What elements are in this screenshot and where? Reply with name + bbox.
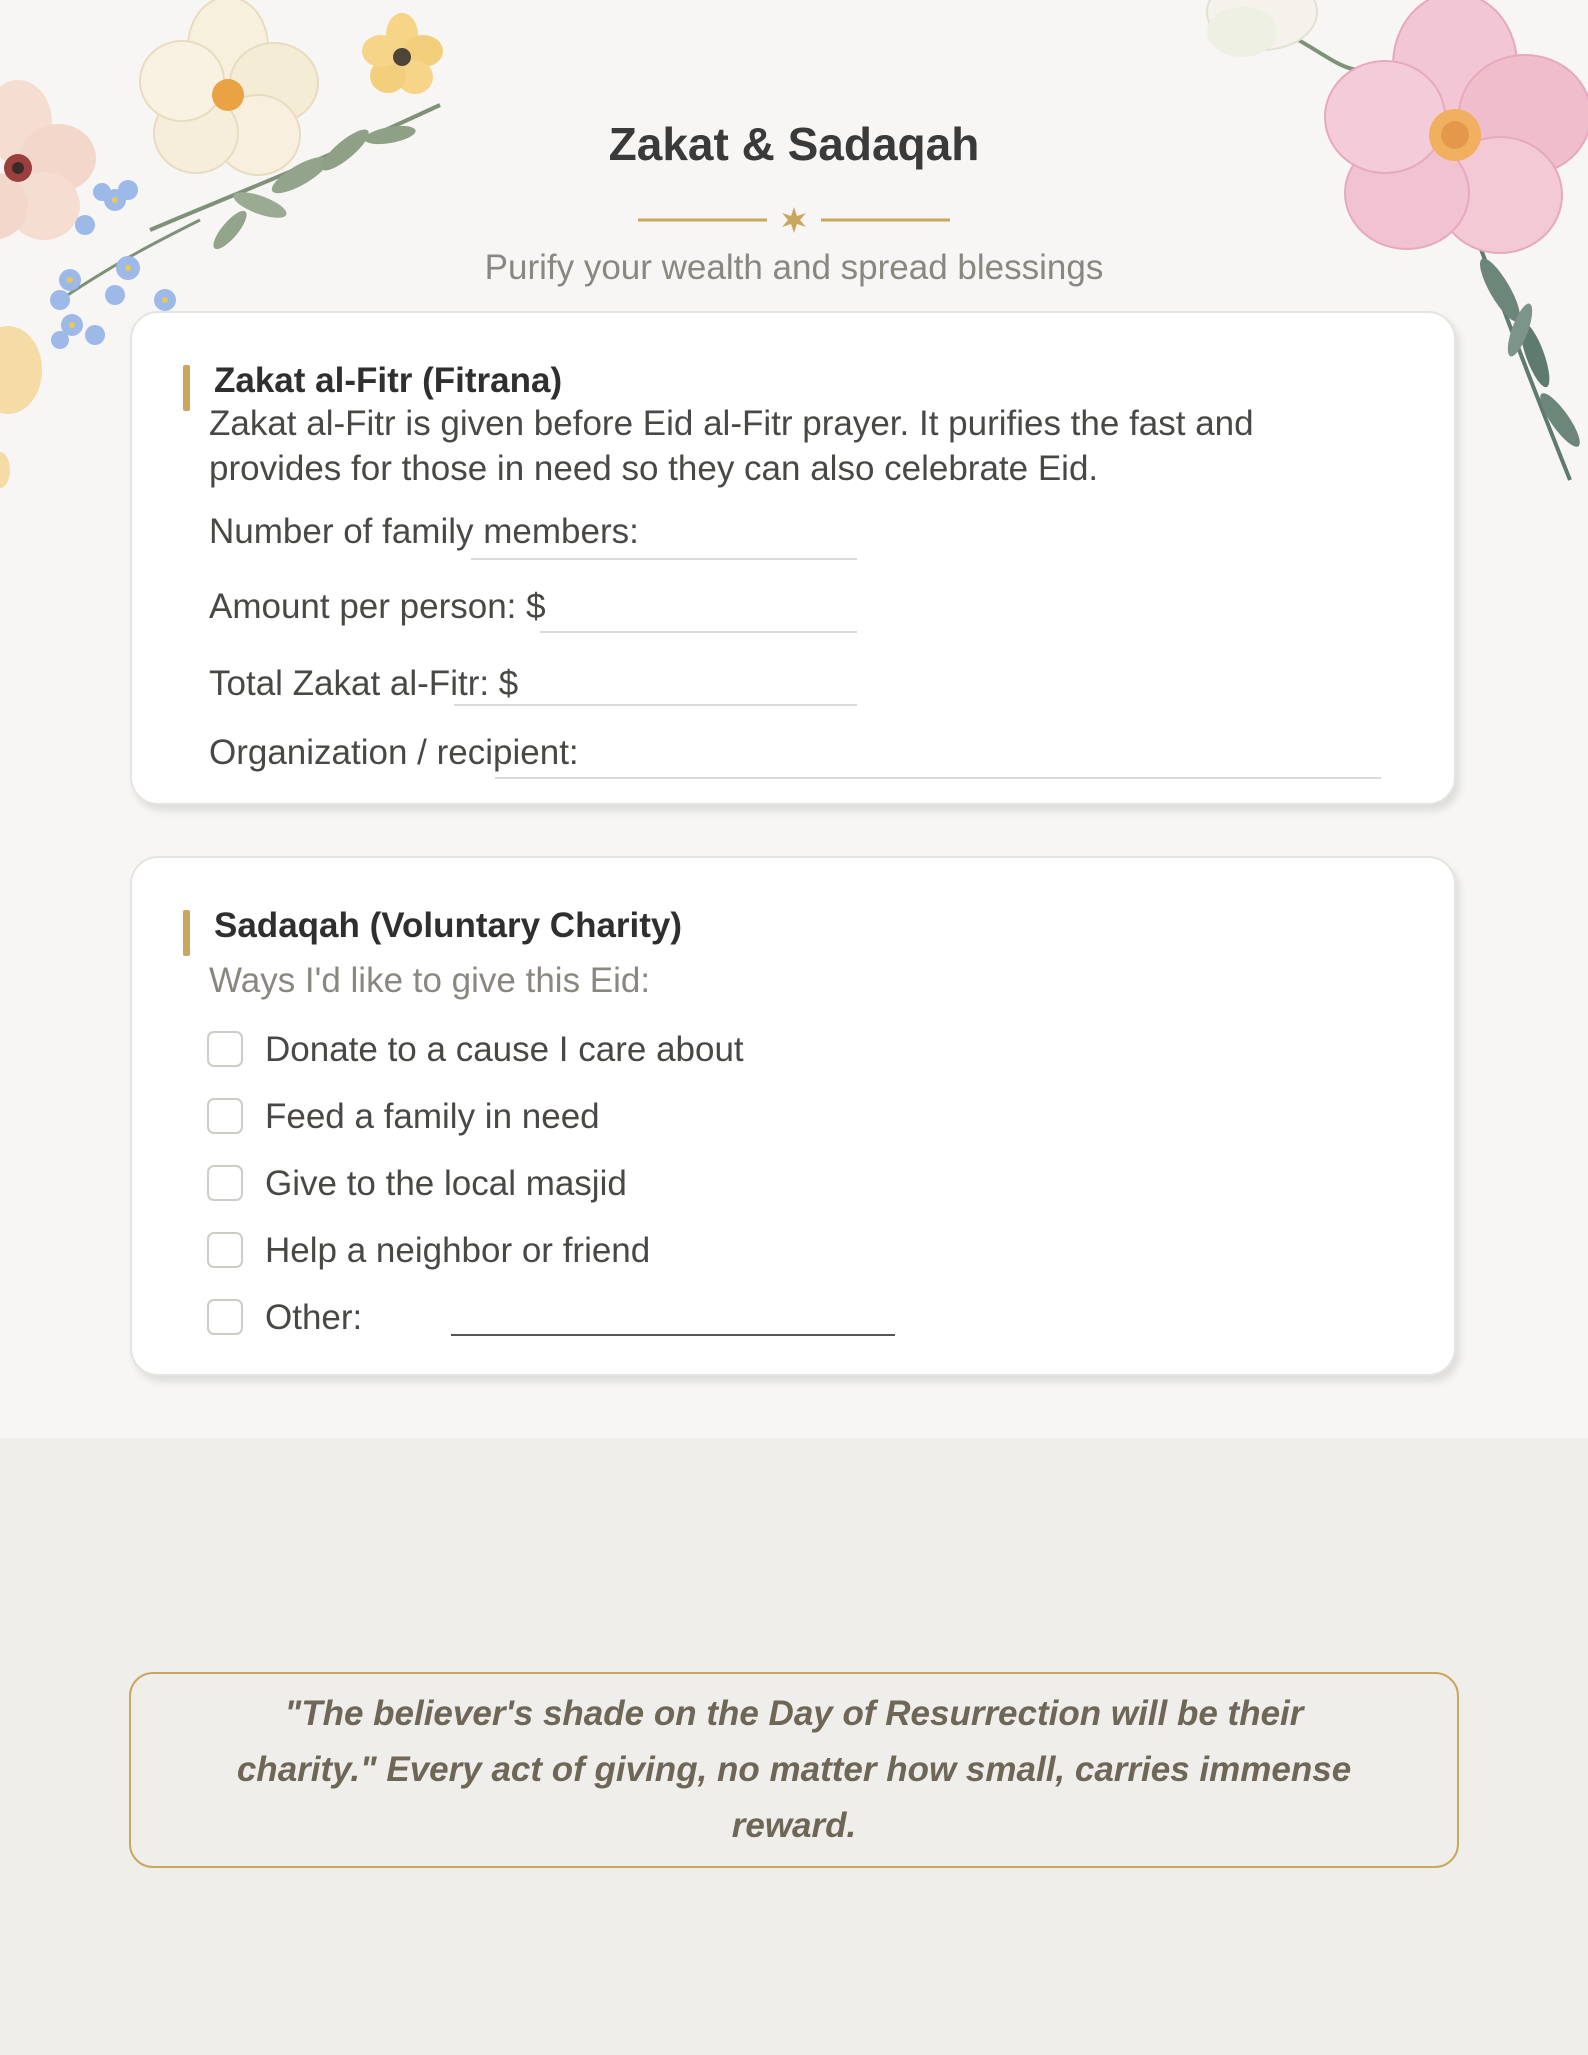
total-zakat-label: Total Zakat al-Fitr: $ — [209, 664, 519, 703]
sadaqah-section-title: Sadaqah (Voluntary Charity) — [214, 906, 683, 945]
zakat-section-title: Zakat al-Fitr (Fitrana) — [214, 361, 563, 400]
sadaqah-intro: Ways I'd like to give this Eid: — [209, 961, 651, 1000]
option-label: Give to the local masjid — [265, 1164, 627, 1203]
zakat-description: Zakat al-Fitr is given before Eid al-Fitr prayer. It purifies the fast and provides for those in need so they can also celebrate Eid. — [209, 404, 1254, 488]
section-accent-bar — [183, 365, 190, 411]
page-title: Zakat & Sadaqah — [608, 118, 980, 170]
total-zakat-input[interactable] — [454, 704, 857, 706]
checkbox[interactable] — [207, 1299, 243, 1335]
option-label: Feed a family in need — [265, 1097, 600, 1136]
page-subtitle: Purify your wealth and spread blessings — [484, 248, 1104, 287]
family-members-label: Number of family members: — [209, 512, 639, 551]
checkbox[interactable] — [207, 1165, 243, 1201]
option-label: Help a neighbor or friend — [265, 1231, 651, 1270]
option-label: Other: — [265, 1298, 363, 1337]
checkbox[interactable] — [207, 1098, 243, 1134]
other-input[interactable] — [451, 1334, 895, 1336]
checkbox[interactable] — [207, 1232, 243, 1268]
title-divider — [636, 204, 952, 236]
amount-per-person-input[interactable] — [540, 631, 857, 633]
sadaqah-card — [130, 856, 1456, 1376]
option-other[interactable] — [207, 1296, 907, 1340]
recipient-label: Organization / recipient: — [209, 733, 579, 772]
quote-text: "The believer's shade on the Day of Resurrection will be their charity." Every act of giving, no matter how small, carries immense reward. — [236, 1694, 1352, 1845]
star-icon — [782, 207, 806, 233]
checkbox[interactable] — [207, 1031, 243, 1067]
quote-box — [129, 1672, 1459, 1868]
option-label: Donate to a cause I care about — [265, 1030, 744, 1069]
amount-per-person-label: Amount per person: $ — [209, 587, 546, 626]
zakat-card — [130, 311, 1456, 805]
recipient-input[interactable] — [495, 777, 1381, 779]
section-accent-bar — [183, 910, 190, 956]
family-members-input[interactable] — [471, 558, 857, 560]
